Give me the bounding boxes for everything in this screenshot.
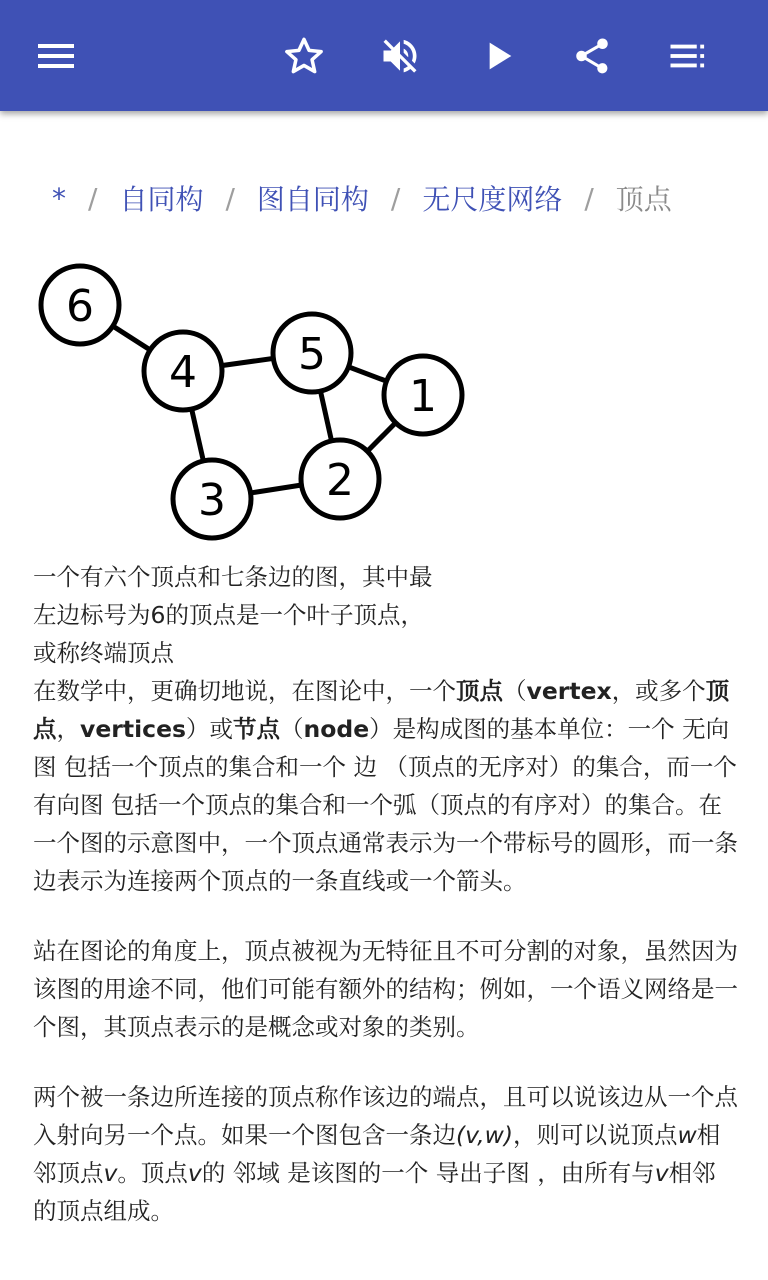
paragraph-definition: 在数学中，更确切地说，在图论中，一个顶点（vertex，或多个顶点，vertices）或节点（node）是构成图的基本单位：一个 无向图 包括一个顶点的集合和一个 边 （顶点的无序对）的集合，而一个 有向图 包括一个顶点的集合和一个弧（顶点的有序对）的集合。在一个图的示意图中，一个顶点通常表示为一个带标号的圆形，而一条边表示为连接两个顶点的一条直线或一个箭头。 — [33, 677, 738, 895]
play-icon[interactable] — [470, 28, 526, 84]
vertex-label-1: 1 — [409, 371, 437, 422]
share-icon[interactable] — [564, 28, 620, 84]
article-content — [33, 558, 739, 1230]
vertex-label-3: 3 — [198, 475, 226, 526]
graph-figure — [30, 258, 480, 548]
breadcrumb-current: 顶点 — [615, 183, 672, 216]
breadcrumb-separator: / — [584, 181, 594, 215]
breadcrumb-item-automorphism[interactable]: 自同构 — [119, 183, 204, 216]
vertex-label-4: 4 — [169, 347, 197, 398]
caption-line: 或称终端顶点 — [33, 639, 174, 667]
paragraph-adjacency: 两个被一条边所连接的顶点称作该边的端点，且可以说该边从一个点入射向另一个点。如果一个图包含一条边(v,w)，则可以说顶点w相邻顶点v。顶点v的 邻域 是该图的一个 导出子图 ，由所有与v相邻的顶点组成。 — [33, 1083, 738, 1225]
caption-line: 左边标号为6的顶点是一个叶子顶点， — [33, 601, 424, 629]
paragraph-graph-theory: 站在图论的角度上，顶点被视为无特征且不可分割的对象，虽然因为该图的用途不同，他们可能有额外的结构；例如，一个语义网络是一个图，其顶点表示的是概念或对象的类别。 — [33, 937, 738, 1041]
breadcrumb-item-scale-free-network[interactable]: 无尺度网络 — [422, 183, 563, 216]
volume-off-icon[interactable] — [372, 28, 428, 84]
menu-icon[interactable] — [28, 28, 84, 84]
app-bar — [0, 0, 768, 111]
breadcrumb-separator: / — [390, 181, 401, 215]
breadcrumb-separator: / — [88, 181, 98, 215]
breadcrumb-item-home[interactable]: * — [52, 181, 66, 215]
breadcrumb-separator: / — [225, 181, 235, 215]
star-icon[interactable] — [276, 28, 332, 84]
playlist-icon[interactable] — [660, 28, 716, 84]
breadcrumb — [52, 178, 672, 218]
vertex-label-2: 2 — [326, 455, 354, 506]
caption-line: 一个有六个顶点和七条边的图，其中最 — [33, 563, 433, 591]
figure-caption — [33, 558, 739, 672]
vertex-label-5: 5 — [298, 329, 326, 380]
breadcrumb-item-graph-automorphism[interactable]: 图自同构 — [256, 183, 369, 216]
vertex-label-6: 6 — [66, 281, 94, 332]
